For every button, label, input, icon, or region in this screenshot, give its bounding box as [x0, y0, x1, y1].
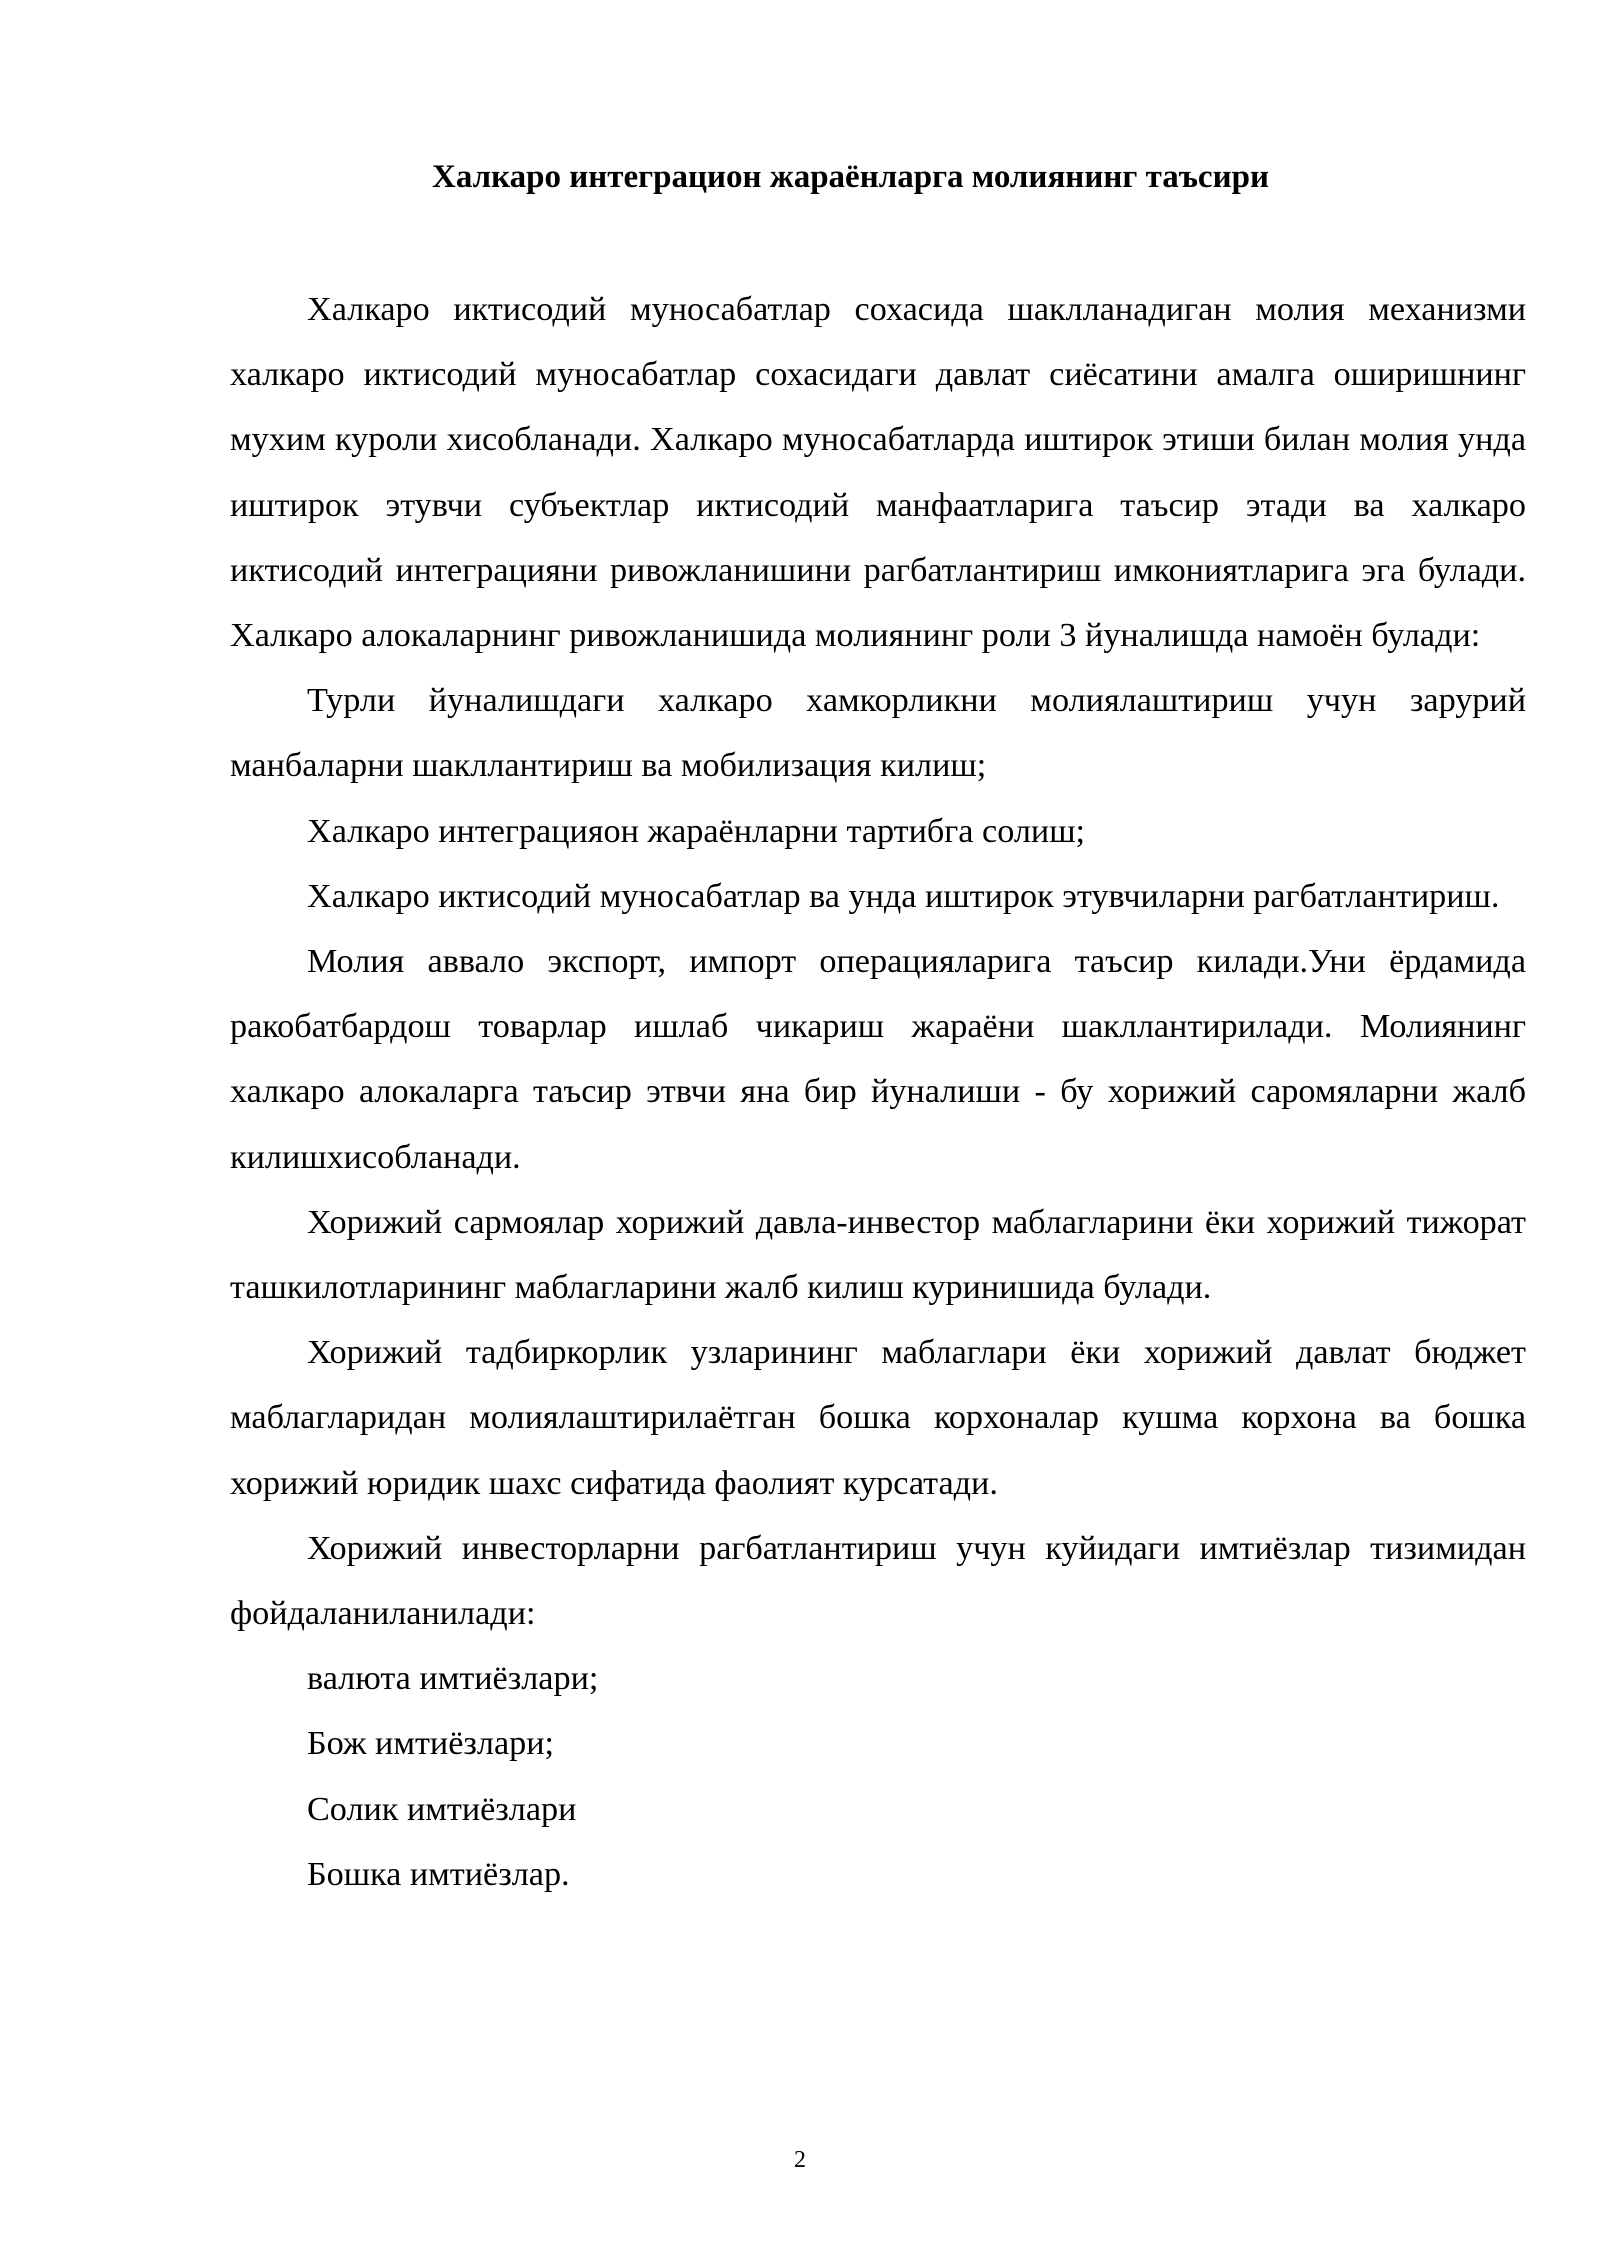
list-item-tax-privileges: Солик имтиёзлари — [307, 1790, 577, 1828]
paragraph-incentives: Хорижий инвесторларни рагбатлантириш учун куйидаги имтиёзлар тизимидан фойдаланиланилади: — [230, 1529, 1526, 1633]
list-item-currency-privileges: валюта имтиёзлари; — [307, 1660, 599, 1698]
paragraph-export-import: Молия аввало экспорт, импорт операцияларига таъсир килади.Уни ёрдамида ракобатбардош товарлар ишлаб чикариш жараёни шакллантирилади. Молиянинг халкаро алокаларга таъсир этвчи яна бир йуналиши - бу хорижий саромяларни жалб килишхисобланади. — [230, 943, 1526, 1176]
paragraph-direction-3: Халкаро иктисодий муносабатлар ва унда иштирок этувчиларни рагбатлантириш. — [307, 877, 1500, 915]
page-title: Халкаро интеграцион жараёнларга молиянинг таъсири — [432, 159, 1269, 195]
list-item-other-privileges: Бошка имтиёзлар. — [307, 1855, 570, 1893]
paragraph-foreign-enterprise: Хорижий тадбиркорлик узларининг маблаглари ёки хорижий давлат бюджет маблагларидан молиялаштирилаётган бошка корхоналар кушма корхона ва бошка хорижий юридик шахс сифатида фаолият курсатади. — [230, 1334, 1526, 1502]
document-body — [230, 277, 1526, 1907]
page-number: 2 — [794, 2147, 806, 2173]
paragraph-direction-2: Халкаро интеграцияон жараёнларни тартибга солиш; — [307, 812, 1086, 850]
paragraph-intro: Халкаро иктисодий муносабатлар сохасида шаклланадиган молия механизми халкаро иктисодий муносабатлар сохасидаги давлат сиёсатини амалга оширишнинг мухим куроли хисобланади. Халкаро муносабатларда иштирок этиши билан молия унда иштирок этувчи субъектлар иктисодий манфаатларига таъсир этади ва халкаро иктисодий интеграцияни ривожланишини рагбатлантириш имкониятларига эга булади. Халкаро алокаларнинг ривожланишида молиянинг роли 3 йуналишда намоён булади: — [230, 291, 1526, 655]
list-item-customs-privileges: Бож имтиёзлари; — [307, 1725, 555, 1763]
paragraph-foreign-investment: Хорижий сармоялар хорижий давла-инвестор маблагларини ёки хорижий тижорат ташкилотларининг маблагларини жалб килиш куринишида булади. — [230, 1203, 1526, 1307]
paragraph-direction-1: Турли йуналишдаги халкаро хамкорликни молиялаштириш учун зарурий манбаларни шакллантириш ва мобилизация килиш; — [230, 682, 1526, 785]
